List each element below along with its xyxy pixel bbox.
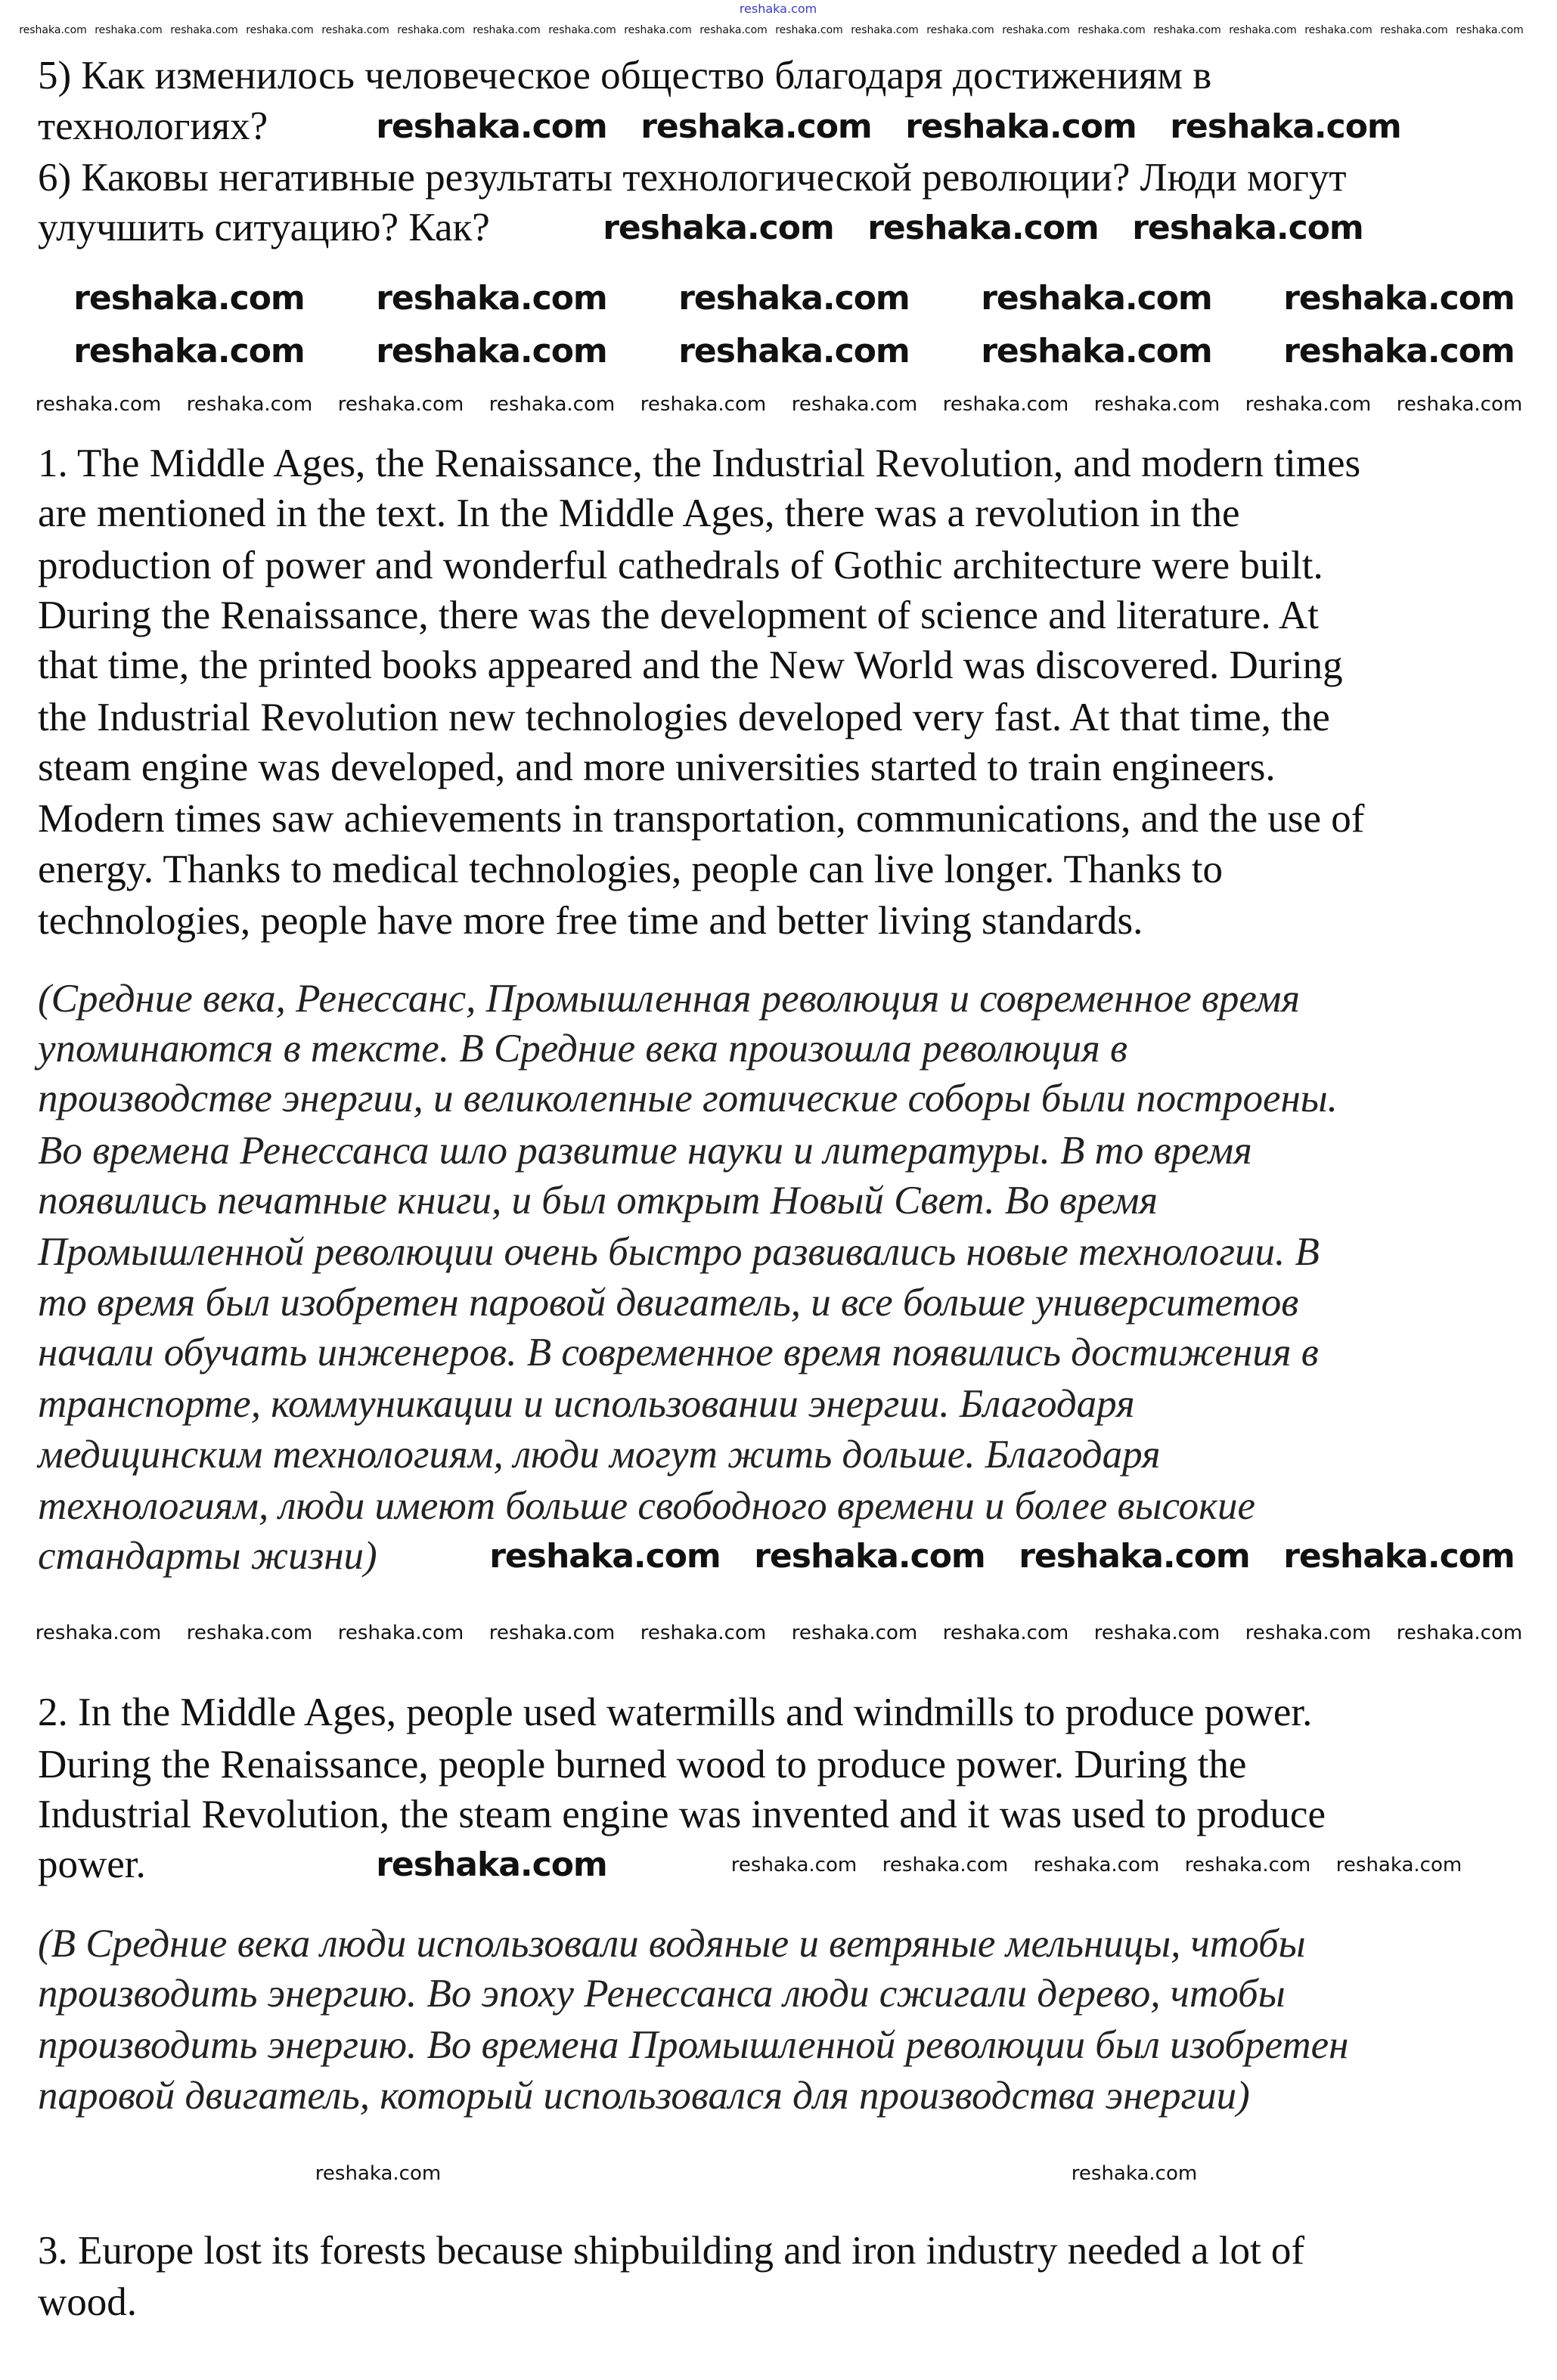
answer-line-english: the Industrial Revolution new technologies developed very fast. At that time, the [38,696,1330,739]
watermark: reshaka.com [942,1622,1069,1644]
answer-line-english: During the Renaissance, there was the development of science and literature. At [38,593,1319,637]
answer-line-english: production of power and wonderful cathedrals of Gothic architecture were built. [38,544,1323,587]
answer-line-english: energy. Thanks to medical technologies, people can live longer. Thanks to [38,848,1224,891]
watermark: reshaka.com [337,393,464,416]
watermark: reshaka.com [1396,1622,1523,1644]
question-line: технологиях? [38,104,268,148]
watermark: reshaka.com [1396,393,1523,416]
answer-line-english: steam engine was developed, and more universities started to train engineers. [38,745,1276,789]
watermark: reshaka.com [1304,24,1372,36]
watermark: reshaka.com [1229,24,1297,36]
answer-line-english: are mentioned in the text. In the Middle Ages, there was a revolution in the [38,491,1240,535]
answer-line-russian: технологиям, люди имеют больше свободного времени и более высокие [38,1484,1255,1528]
watermark: reshaka.com [1456,24,1524,36]
watermark: reshaka.com [246,24,314,36]
watermark: reshaka.com [791,393,918,416]
watermark: reshaka.com [95,24,163,36]
watermark: reshaka.com [981,332,1212,370]
watermark: reshaka.com [337,1622,464,1644]
watermark: reshaka.com [73,332,305,370]
answer-line-russian: паровой двигатель, который использовался для производства энергии) [38,2074,1250,2118]
watermark: reshaka.com [1132,209,1363,247]
watermark: reshaka.com [699,24,768,36]
watermark: reshaka.com [1283,279,1515,318]
watermark: reshaka.com [1019,1537,1250,1576]
watermark: reshaka.com [640,107,872,146]
watermark: reshaka.com [489,393,616,416]
watermark: reshaka.com [1170,107,1401,146]
answer-line-russian: Во времена Ренессанса шло развитие науки и литературы. В то время [38,1129,1252,1173]
answer-line-russian: начали обучать инженеров. В современное время появились достижения в [38,1331,1319,1374]
watermark: reshaka.com [35,393,162,416]
answer-line-english: that time, the printed books appeared and the New World was discovered. During [38,643,1343,687]
watermark: reshaka.com [981,279,1212,318]
watermark: reshaka.com [315,2162,442,2185]
watermark: reshaka.com [791,1622,918,1644]
watermark: reshaka.com [942,393,1069,416]
watermark: reshaka.com [640,1622,767,1644]
answer-line-russian: производить энергию. Во времена Промышленной революции был изобретен [38,2023,1349,2067]
watermark: reshaka.com [1380,24,1448,36]
watermark: reshaka.com [376,332,607,370]
watermark: reshaka.com [1245,1622,1372,1644]
answer-line-english: During the Renaissance, people burned wood to produce power. During the [38,1743,1247,1787]
watermark: reshaka.com [73,279,305,318]
watermark: reshaka.com [1002,24,1070,36]
watermark: reshaka.com [739,2,817,16]
watermark: reshaka.com [1184,1854,1311,1876]
watermark: reshaka.com [1283,332,1515,370]
answer-line-russian: (В Средние века люди использовали водяные и ветряные мельницы, чтобы [38,1922,1306,1966]
question-line: 6) Каковы негативные результаты технологической революции? Люди могут [38,156,1347,200]
answer-line-russian: упоминаются в тексте. В Средние века произошла революция в [38,1027,1128,1071]
watermark: reshaka.com [1071,2162,1198,2185]
watermark: reshaka.com [19,24,87,36]
answer-line-russian: стандарты жизни) [38,1534,377,1578]
watermark: reshaka.com [397,24,465,36]
question-line: 5) Как изменилось человеческое общество благодаря достижениям в [38,54,1212,98]
watermark: reshaka.com [376,279,607,318]
watermark: reshaka.com [851,24,919,36]
watermark: reshaka.com [473,24,541,36]
watermark: reshaka.com [1093,393,1220,416]
answer-line-russian: производить энергию. Во эпоху Ренессанса люди сжигали дерево, чтобы [38,1972,1286,2016]
answer-line-english: wood. [38,2280,138,2324]
answer-line-russian: Промышленной революции очень быстро развивались новые технологии. В [38,1230,1320,1274]
watermark: reshaka.com [170,24,238,36]
watermark: reshaka.com [640,393,767,416]
watermark: reshaka.com [624,24,692,36]
answer-line-russian: транспорте, коммуникации и использовании энергии. Благодаря [38,1382,1135,1426]
answer-line-english: technologies, people have more free time and better living standards. [38,899,1143,943]
answer-line-russian: медицинским технологиям, люди могут жить дольше. Благодаря [38,1433,1161,1477]
watermark: reshaka.com [775,24,843,36]
watermark: reshaka.com [376,107,607,146]
watermark: reshaka.com [882,1854,1009,1876]
watermark: reshaka.com [1153,24,1221,36]
watermark: reshaka.com [1033,1854,1160,1876]
answer-line-russian: появились печатные книги, и был открыт Новый Свет. Во время [38,1179,1158,1223]
watermark: reshaka.com [1093,1622,1220,1644]
watermark: reshaka.com [1078,24,1146,36]
watermark: reshaka.com [905,107,1137,146]
watermark: reshaka.com [548,24,616,36]
answer-line-english: Industrial Revolution, the steam engine was invented and it was used to produce [38,1793,1326,1836]
watermark: reshaka.com [1335,1854,1462,1876]
answer-line-english: power. [38,1842,146,1886]
watermark: reshaka.com [321,24,389,36]
answer-line-russian: (Средние века, Ренессанс, Промышленная революция и современное время [38,977,1301,1021]
answer-line-russian: производстве энергии, и великолепные готические соборы были построены. [38,1077,1338,1120]
watermark: reshaka.com [603,209,834,247]
watermark: reshaka.com [489,1622,616,1644]
watermark: reshaka.com [35,1622,162,1644]
answer-line-english: Modern times saw achievements in transportation, communications, and the use of [38,797,1365,841]
watermark: reshaka.com [489,1537,721,1576]
watermark: reshaka.com [678,279,910,318]
watermark: reshaka.com [1283,1537,1515,1576]
watermark: reshaka.com [678,332,910,370]
watermark: reshaka.com [186,393,313,416]
answer-line-russian: то время был изобретен паровой двигатель, и все больше университетов [38,1281,1299,1325]
watermark: reshaka.com [926,24,994,36]
watermark: reshaka.com [186,1622,313,1644]
watermark: reshaka.com [730,1854,858,1876]
answer-line-english: 2. In the Middle Ages, people used watermills and windmills to produce power. [38,1690,1313,1734]
answer-line-english: 3. Europe lost its forests because shipbuilding and iron industry needed a lot of [38,2229,1305,2273]
answer-line-english: 1. The Middle Ages, the Renaissance, the Industrial Revolution, and modern times [38,442,1361,485]
question-line: улучшить ситуацию? Как? [38,206,490,249]
watermark: reshaka.com [867,209,1099,247]
watermark: reshaka.com [376,1845,607,1884]
watermark: reshaka.com [1245,393,1372,416]
watermark: reshaka.com [754,1537,985,1576]
